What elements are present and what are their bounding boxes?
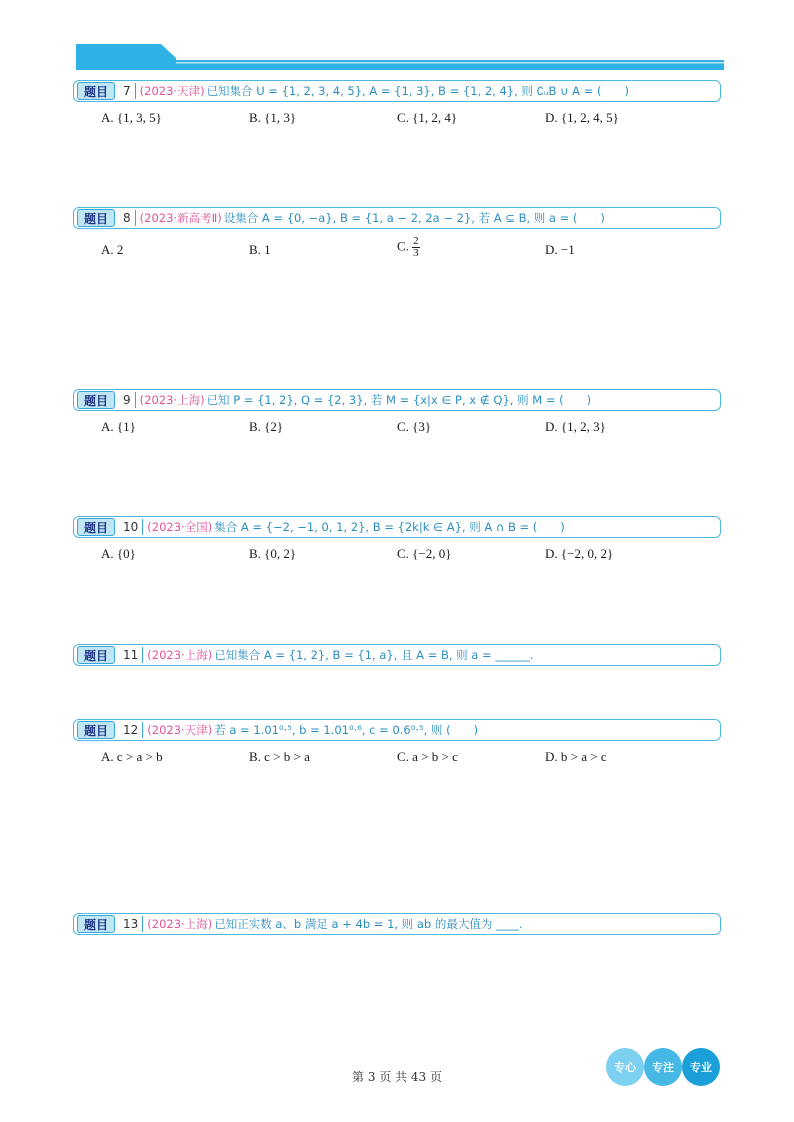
question-number: 9 [119,392,136,408]
question-number: 8 [119,210,136,226]
question-number: 10 [119,519,143,535]
question-tag: 题目 [77,209,115,227]
question-source: (2023·新高考Ⅱ) [139,211,222,225]
question-bar-10 [73,516,721,538]
question-tag: 题目 [77,518,115,536]
badge-zhuanxin: 专心 [606,1048,644,1086]
question-tag: 题目 [77,82,115,100]
question-tag: 题目 [77,721,115,739]
question-text: 设集合 A = {0, −a}, B = {1, a − 2, 2a − 2}, 若 A ⊆ B, 则 a = ( ) [223,211,605,225]
question-source: (2023·全国) [147,520,213,534]
fraction [412,236,420,259]
question-number: 12 [119,722,143,738]
option-b: B. c > b > a [249,749,310,764]
question-source: (2023·天津) [147,723,213,737]
option-a: A. {0} [101,546,136,561]
question-number: 13 [119,916,143,932]
option-d: D. b > a > c [545,749,607,764]
question-text: 若 a = 1.01⁰·⁵, b = 1.01⁰·⁶, c = 0.6⁰·⁵, 则 ( ) [214,723,479,737]
option-a: A. {1, 3, 5} [101,110,162,125]
question-bar-11 [73,644,721,666]
fraction-denominator: 3 [413,247,419,259]
option-a: A. 2 [101,242,124,257]
option-b: B. {0, 2} [249,546,297,561]
question-bar-8 [73,207,721,229]
question-number: 7 [119,83,136,99]
question-source: (2023·天津) [139,84,205,98]
option-b: B. {2} [249,419,284,434]
option-c-label: C. [397,238,409,254]
question-tag: 题目 [77,915,115,933]
option-b: B. {1, 3} [249,110,297,125]
question-bar-12 [73,719,721,741]
option-a: A. {1} [101,419,136,434]
option-c: C. {−2, 0} [397,546,452,561]
question-text: 已知集合 U = {1, 2, 3, 4, 5}, A = {1, 3}, B = {1, 2, 4}, 则 ∁ᵤB ∪ A = ( ) [206,84,629,98]
question-source: (2023·上海) [147,648,213,662]
question-text: 已知集合 A = {1, 2}, B = {1, a}, 且 A = B, 则 a = ______. [214,648,534,662]
option-d: D. −1 [545,242,575,257]
option-c: C. a > b > c [397,749,458,764]
option-d: D. {1, 2, 3} [545,419,606,434]
question-bar-7 [73,80,721,102]
question-source: (2023·上海) [147,917,213,931]
option-c [397,236,420,259]
question-text: 已知正实数 a、b 满足 a + 4b = 1, 则 ab 的最大值为 ____. [214,917,523,931]
option-b: B. 1 [249,242,271,257]
option-c: C. {3} [397,419,432,434]
badge-zhuanye: 专业 [682,1048,720,1086]
badge-zhuanzhu: 专注 [644,1048,682,1086]
question-tag: 题目 [77,646,115,664]
header-band [76,44,724,70]
option-c: C. {1, 2, 4} [397,110,458,125]
question-bar-13 [73,913,721,935]
option-a: A. c > a > b [101,749,163,764]
page-footer: 第 3 页 共 43 页 [352,1070,442,1084]
option-d: D. {−2, 0, 2} [545,546,614,561]
question-number: 11 [119,647,143,663]
question-text: 已知 P = {1, 2}, Q = {2, 3}, 若 M = {x|x ∈ P, x ∉ Q}, 则 M = ( ) [206,393,592,407]
question-tag: 题目 [77,391,115,409]
question-text: 集合 A = {−2, −1, 0, 1, 2}, B = {2k|k ∈ A}, 则 A ∩ B = ( ) [214,520,565,534]
fraction-numerator: 2 [413,235,419,247]
question-source: (2023·上海) [139,393,205,407]
question-bar-9 [73,389,721,411]
option-d: D. {1, 2, 4, 5} [545,110,619,125]
